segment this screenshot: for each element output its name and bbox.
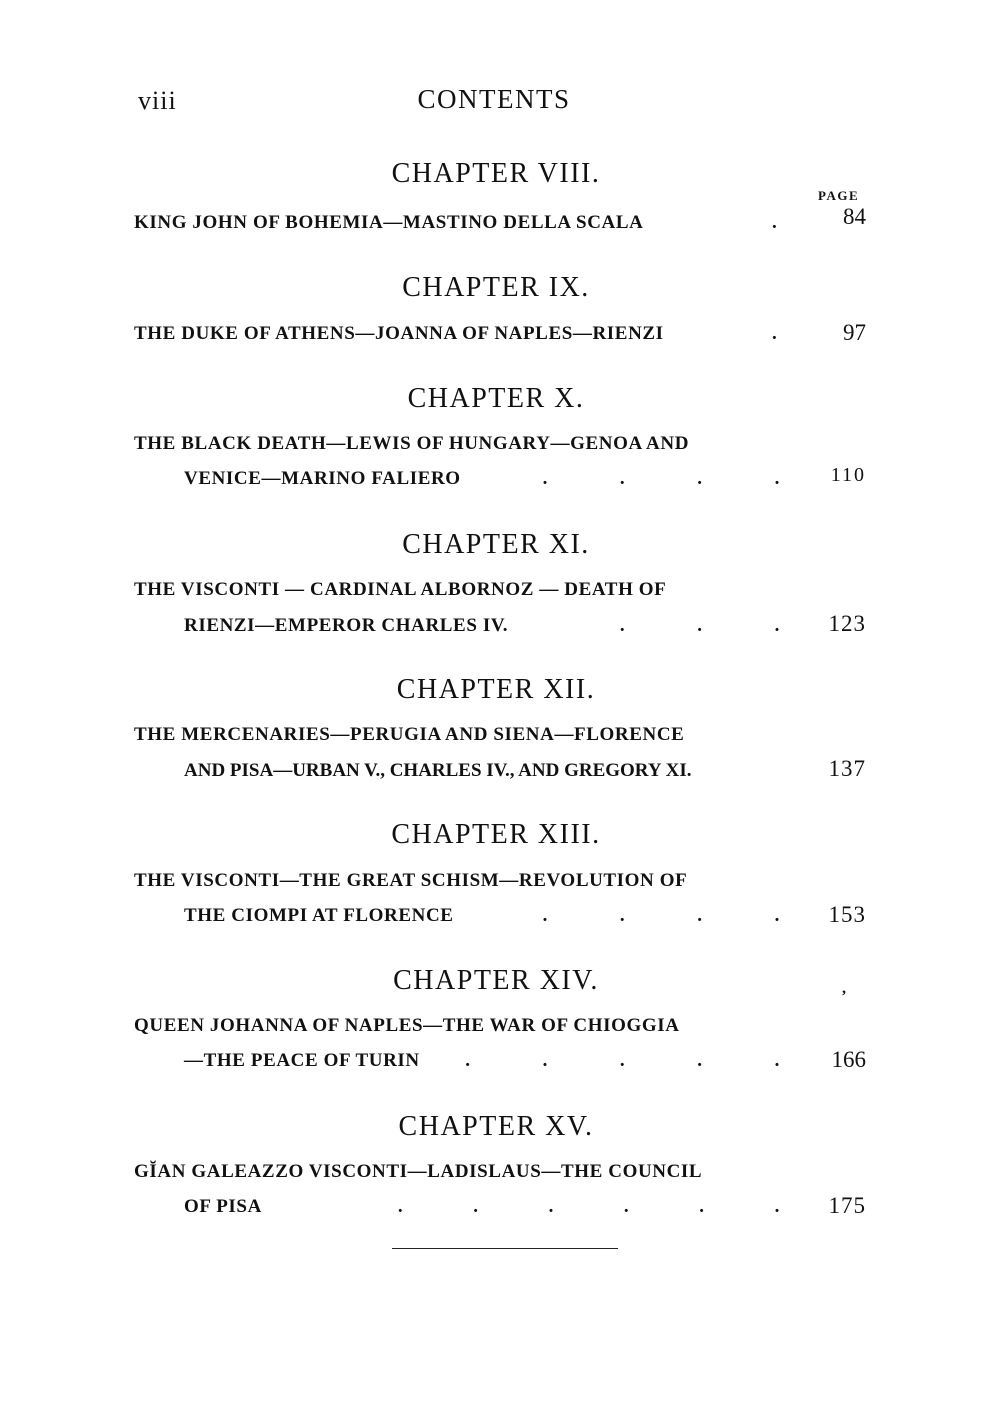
chapter-entry-line bbox=[134, 579, 786, 601]
page-ref: 110 bbox=[830, 464, 866, 486]
leader-dot: . bbox=[774, 1196, 780, 1217]
dot-leader bbox=[454, 905, 784, 927]
chapter-title: GĬAN GALEAZZO VISCONTI—LADISLAUS—THE COUNCIL bbox=[134, 1161, 703, 1182]
closing-rule bbox=[392, 1248, 618, 1249]
leader-dot: . bbox=[542, 1050, 548, 1071]
chapter-title-continued: RIENZI—EMPEROR CHARLES IV. bbox=[184, 615, 509, 636]
leader-dot: . bbox=[542, 905, 548, 926]
page-number: viii bbox=[138, 86, 177, 115]
leader-dot: . bbox=[619, 905, 626, 926]
chapter-entry-continuation bbox=[184, 1196, 784, 1218]
leader-dot: . bbox=[774, 615, 780, 636]
chapter-heading: CHAPTER XV. bbox=[398, 1111, 594, 1142]
page-ref: 175 bbox=[828, 1193, 866, 1218]
chapter-entry-continuation bbox=[184, 1050, 784, 1072]
chapter-title: KING JOHN OF BOHEMIA—MASTINO DELLA SCALA bbox=[134, 212, 644, 233]
page-ref: 153 bbox=[828, 902, 866, 927]
leader-dot: . bbox=[619, 1050, 626, 1071]
leader-dot: . bbox=[697, 615, 703, 636]
chapter-heading: CHAPTER XIV. bbox=[393, 965, 599, 996]
chapter-entry-line bbox=[134, 212, 786, 234]
chapter-title: THE VISCONTI—THE GREAT SCHISM—REVOLUTION OF bbox=[134, 870, 688, 891]
leader-dot: . bbox=[772, 323, 778, 344]
chapter-title: THE VISCONTI — CARDINAL ALBORNOZ — DEATH OF bbox=[134, 579, 667, 600]
chapter-heading: CHAPTER XII. bbox=[396, 674, 596, 705]
chapter-entry-continuation bbox=[184, 615, 784, 637]
leader-dot: . bbox=[697, 1050, 703, 1071]
leader-dot: . bbox=[774, 905, 780, 926]
leader-dot: . bbox=[465, 1050, 471, 1071]
chapter-entry-line bbox=[134, 1161, 786, 1183]
leader-dot: . bbox=[774, 468, 780, 489]
leader-dot: . bbox=[542, 468, 548, 489]
chapter-entry-continuation bbox=[184, 905, 784, 927]
dot-leader bbox=[262, 1196, 784, 1218]
leader-dot: . bbox=[697, 468, 703, 489]
chapter-title-continued: THE CIOMPI AT FLORENCE bbox=[184, 905, 454, 926]
chapter-entry-line bbox=[134, 323, 786, 345]
ink-mark: , bbox=[842, 980, 846, 997]
chapter-heading: CHAPTER IX. bbox=[402, 272, 590, 303]
leader-dot: . bbox=[623, 1196, 630, 1217]
chapter-title-continued: —THE PEACE OF TURIN bbox=[184, 1050, 420, 1071]
chapter-title: QUEEN JOHANNA OF NAPLES—THE WAR OF CHIOGGIA bbox=[134, 1015, 680, 1036]
leader-dot: . bbox=[772, 212, 778, 233]
dot-leader bbox=[508, 615, 784, 637]
leader-dot: . bbox=[699, 1196, 705, 1217]
chapter-heading: CHAPTER XI. bbox=[402, 529, 590, 560]
chapter-entry-continuation bbox=[184, 760, 784, 782]
chapter-entry-line bbox=[134, 870, 786, 892]
page-ref: 123 bbox=[828, 611, 866, 636]
page-column-label: PAGE bbox=[818, 188, 860, 203]
dot-leader bbox=[461, 468, 784, 490]
running-title: CONTENTS bbox=[417, 84, 571, 114]
chapter-title: THE BLACK DEATH—LEWIS OF HUNGARY—GENOA AND bbox=[134, 433, 690, 454]
chapter-entry-line bbox=[134, 724, 786, 746]
page-ref: 166 bbox=[831, 1047, 866, 1072]
dot-leader bbox=[420, 1050, 784, 1072]
page-ref: 97 bbox=[843, 320, 866, 345]
leader-dot: . bbox=[619, 468, 626, 489]
chapter-title-continued: OF PISA bbox=[184, 1196, 262, 1217]
chapter-entry-continuation bbox=[184, 468, 784, 490]
chapter-title: THE DUKE OF ATHENS—JOANNA OF NAPLES—RIENZI bbox=[134, 323, 664, 344]
leader-dot: . bbox=[774, 1050, 780, 1071]
leader-dot: . bbox=[697, 905, 703, 926]
page-ref: 84 bbox=[843, 204, 866, 229]
chapter-title-continued: VENICE—MARINO FALIERO bbox=[184, 468, 461, 489]
chapter-title-continued: AND PISA—URBAN V., CHARLES IV., AND GREGORY XI. bbox=[184, 760, 692, 781]
chapter-entry-line bbox=[134, 1015, 786, 1037]
leader-dot: . bbox=[548, 1196, 554, 1217]
chapter-heading: CHAPTER XIII. bbox=[391, 819, 601, 850]
page-ref: 137 bbox=[828, 756, 866, 781]
chapter-entry-line bbox=[134, 433, 786, 455]
chapter-heading: CHAPTER VIII. bbox=[391, 158, 601, 189]
chapter-heading: CHAPTER X. bbox=[407, 383, 585, 414]
leader-dot: . bbox=[397, 1196, 404, 1217]
leader-dot: . bbox=[473, 1196, 479, 1217]
chapter-title: THE MERCENARIES—PERUGIA AND SIENA—FLORENCE bbox=[134, 724, 685, 745]
leader-dot: . bbox=[619, 615, 626, 636]
